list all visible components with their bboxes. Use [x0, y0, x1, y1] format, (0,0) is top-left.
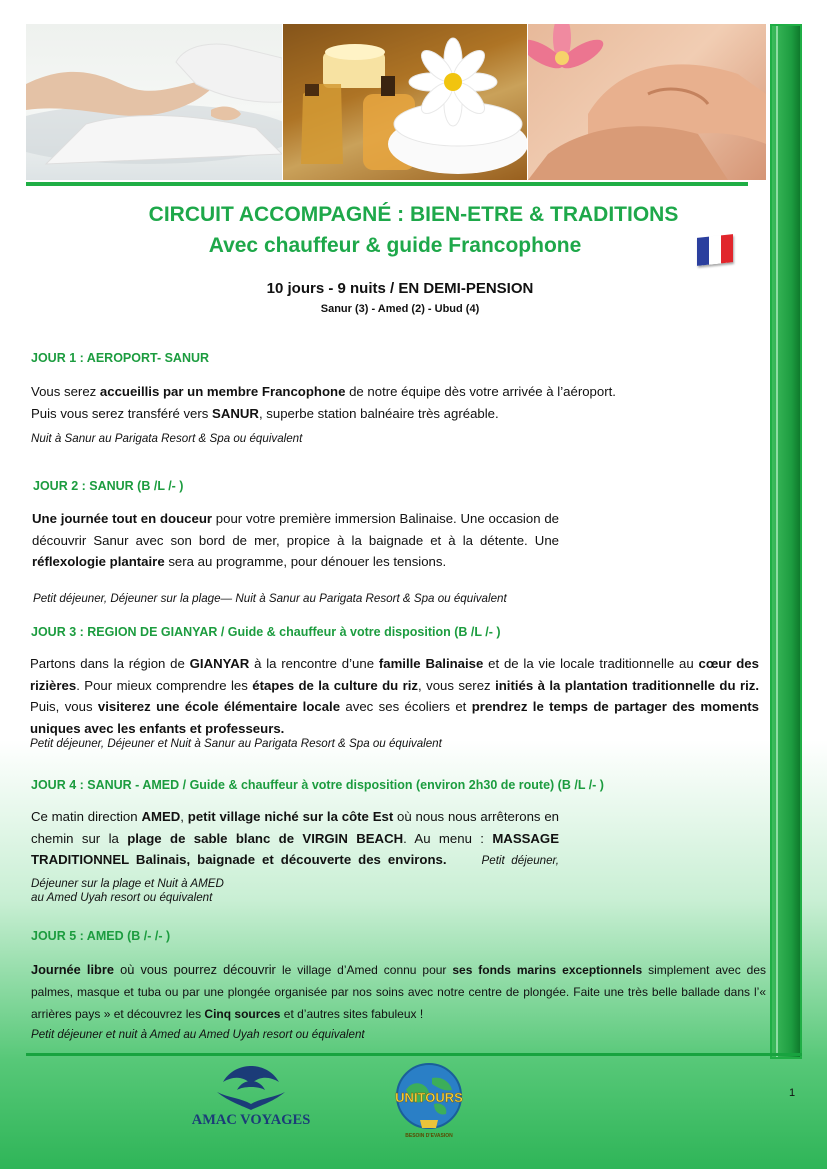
- page-subtitle: Avec chauffeur & guide Francophone: [208, 234, 582, 257]
- french-flag-icon: [697, 234, 733, 266]
- day-5-note: Petit déjeuner et nuit à Amed au Amed Uyah resort ou équivalent: [31, 1028, 365, 1041]
- footer-divider: [26, 1053, 802, 1056]
- svg-text:UNITOURS: UNITOURS: [395, 1090, 463, 1105]
- page-number: 1: [789, 1087, 796, 1099]
- unitours-logo-icon: [392, 1060, 466, 1140]
- spa-candles-towels-photo: [283, 24, 527, 180]
- day-4-text: Ce matin direction AMED, petit village niché sur la côte Est où nous nous arrêterons en chemin sur la plage de sable blanc de VIRGIN BEACH. Au menu : MASSAGE TRADITIONNEL Balinais, baignade et découverte des environs. Petit déjeuner, Déjeuner sur la plage et Nuit à AMED: [31, 809, 559, 890]
- side-decorative-bar: [770, 24, 802, 1059]
- day-3-text: Partons dans la région de GIANYAR à la rencontre d’une famille Balinaise et de la vie locale traditionnelle au cœur des rizières. Pour mieux comprendre les étapes de la culture du riz, vous serez initiés à la plantation traditionnelle du riz. Puis, vous visiterez une école élémentaire locale avec ses écoliers et prendrez le temps de partager des moments uniques avec les enfants et professeurs.: [30, 656, 760, 736]
- foot-massage-photo: [528, 24, 766, 180]
- header-divider: [26, 182, 748, 186]
- meditation-photo: [26, 24, 282, 180]
- day-5-heading: JOUR 5 : AMED (B /- /- ): [31, 929, 171, 943]
- trip-stops: Sanur (3) - Amed (2) - Ubud (4): [320, 303, 480, 315]
- day-3-heading: JOUR 3 : REGION DE GIANYAR / Guide & chauffeur à votre disposition (B /L /- ): [31, 625, 501, 639]
- day-5-text: Journée libre où vous pourrez découvrir le village d’Amed connu pour ses fonds marins exceptionnels simplement avec des palmes, masque et tuba ou par une plongée organisée par nos soins avec notre centre de plongée. Faite une très belle ballade dans l’« arrières pays » et découvrez les Cinq sources et d’autres sites fabuleux !: [31, 962, 766, 1021]
- day-1-note: Nuit à Sanur au Parigata Resort & Spa ou équivalent: [31, 432, 303, 445]
- svg-text:BESOIN D'EVASION: BESOIN D'EVASION: [405, 1133, 453, 1139]
- day-2-text: Une journée tout en douceur pour votre première immersion Balinaise. Une occasion de découvrir Sanur avec son bord de mer, propice à la baignade et à la détente. Une réflexologie plantaire sera au programme, pour dénouer les tensions.: [32, 511, 559, 569]
- day-4-note: au Amed Uyah resort ou équivalent: [31, 891, 213, 904]
- page-title: CIRCUIT ACCOMPAGNÉ : BIEN-ETRE & TRADITIONS: [148, 203, 679, 226]
- day-2-note: Petit déjeuner, Déjeuner sur la plage— Nuit à Sanur au Parigata Resort & Spa ou équivalent: [33, 592, 507, 605]
- day-1-text: Vous serez accueillis par un membre Francophone de notre équipe dès votre arrivée à l’aéroport. Puis vous serez transféré vers SANUR, superbe station balnéaire très agréable.: [31, 384, 616, 421]
- amac-voyages-brand: AMAC VOYAGES: [191, 1112, 311, 1128]
- day-3-note: Petit déjeuner, Déjeuner et Nuit à Sanur au Parigata Resort & Spa ou équivalent: [30, 737, 442, 750]
- day-2-heading: JOUR 2 : SANUR (B /L /- ): [33, 479, 184, 493]
- trip-duration: 10 jours - 9 nuits / EN DEMI-PENSION: [266, 280, 534, 297]
- day-4-heading: JOUR 4 : SANUR - AMED / Guide & chauffeur à votre disposition (environ 2h30 de route) (B /L /- ): [31, 778, 604, 792]
- day-1-heading: JOUR 1 : AEROPORT- SANUR: [31, 351, 210, 365]
